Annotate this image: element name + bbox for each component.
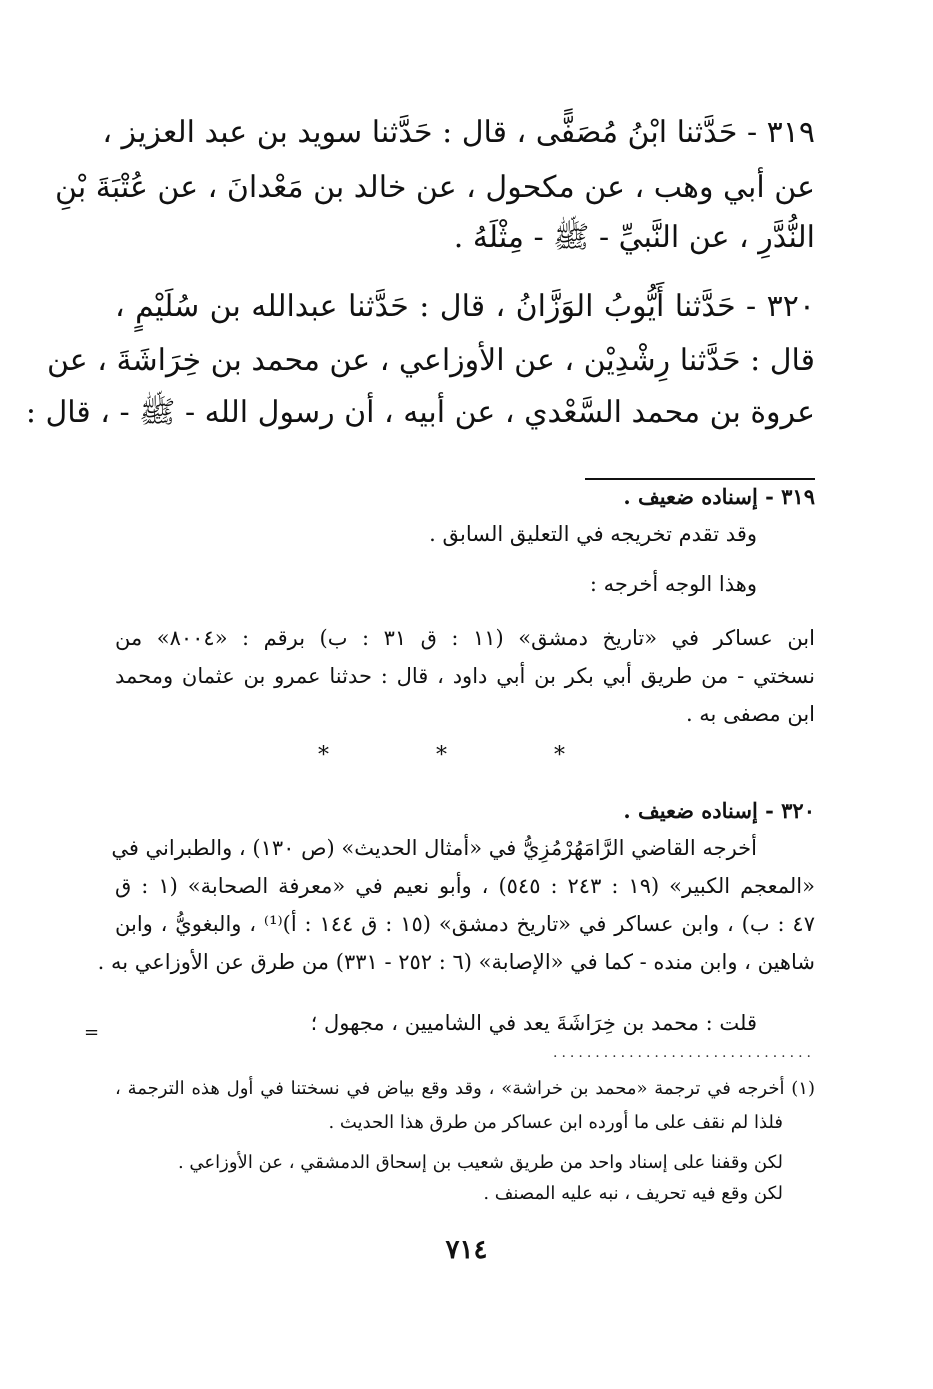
note-320-line-1: أخرجه القاضي الرَّامَهُرْمُزِيُّ في «أمثال الحديث» (ص ١٣٠) ، والطبراني في <box>111 836 757 860</box>
notes-separator <box>585 478 815 480</box>
footnote-line-2: فلذا لم نقف على ما أورده ابن عساكر من طرق هذا الحديث . <box>328 1112 783 1133</box>
note-320-line-4: شاهين ، وابن منده - كما في «الإصابة» (٦ : ٢٥٢ - ٣٣١) من طرق عن الأوزاعي به . <box>97 950 815 974</box>
note-319-line-4: نسختي - من طريق أبي بكر بن أبي داود ، قال : حدثنا عمرو بن عثمان ومحمد <box>115 664 815 688</box>
note-319-line-2: وهذا الوجه أخرجه : <box>589 572 757 596</box>
footnote-line-1: (١) أخرجه في ترجمة «محمد بن خراشة» ، وقد وقع بياض في نسختنا في أول هذه الترجمة ، <box>115 1078 815 1099</box>
footnote-line-4: لكن وقع فيه تحريف ، نبه عليه المصنف . <box>483 1183 783 1204</box>
section-divider-stars: * * * <box>318 743 615 768</box>
continuation-mark: = <box>84 1022 100 1043</box>
note-319-line-1: وقد تقدم تخريجه في التعليق السابق . <box>429 522 757 546</box>
note-319-heading: ٣١٩ - إسناده ضعيف . <box>623 484 815 509</box>
hadith-320-line-3: عروة بن محمد السَّعْدي ، عن أبيه ، أن رسول الله - ﷺ - ، قال : <box>25 395 815 430</box>
note-320-heading: ٣٢٠ - إسناده ضعيف . <box>623 798 815 823</box>
note-320-line-2: «المعجم الكبير» (١٩ : ٢٤٣ : ٥٤٥) ، وأبو نعيم في «معرفة الصحابة» (١ : ق <box>115 874 815 898</box>
footnote-line-3: لكن وقفنا على إسناد واحد من طريق شعيب بن إسحاق الدمشقي ، عن الأوزاعي . <box>177 1152 783 1173</box>
hadith-319-line-1: ٣١٩ - حَدَّثنا ابْنُ مُصَفًّى ، قال : حَدَّثنا سويد بن عبد العزيز ، <box>102 115 815 150</box>
note-319-line-3: ابن عساكر في «تاريخ دمشق» (١١ : ق ٣١ : ب) برقم : «٨٠٠٤» من <box>115 626 815 650</box>
hadith-320-line-2: قال : حَدَّثنا رِشْدِيْن ، عن الأوزاعي ، عن محمد بن خِرَاشَةَ ، عن <box>46 343 815 378</box>
page-number: ٧١٤ <box>445 1235 488 1265</box>
note-320-line-5: قلت : محمد بن خِرَاشَةَ يعد في الشاميين ، مجهول ؛ <box>310 1011 757 1035</box>
note-319-line-5: ابن مصفى به . <box>685 702 815 726</box>
note-320-line-3: ٤٧ : ب) ، وابن عساكر في «تاريخ دمشق» (١٥ : ق ١٤٤ : أ)⁽¹⁾ ، والبغويُّ ، وابن <box>115 912 815 936</box>
hadith-319-line-2: عن أبي وهب ، عن مكحول ، عن خالد بن مَعْدانَ ، عن عُتْبَةَ بْنِ <box>55 170 815 205</box>
footnote-separator-dots: ............................... <box>553 1045 815 1061</box>
hadith-319-line-3: النُّدَّرِ ، عن النَّبيِّ - ﷺ - مِثْلَهُ . <box>453 220 815 255</box>
hadith-320-line-1: ٣٢٠ - حَدَّثنا أَيُّوبُ الوَزَّانُ ، قال : حَدَّثنا عبدالله بن سُلَيْمٍ ، <box>115 289 815 324</box>
